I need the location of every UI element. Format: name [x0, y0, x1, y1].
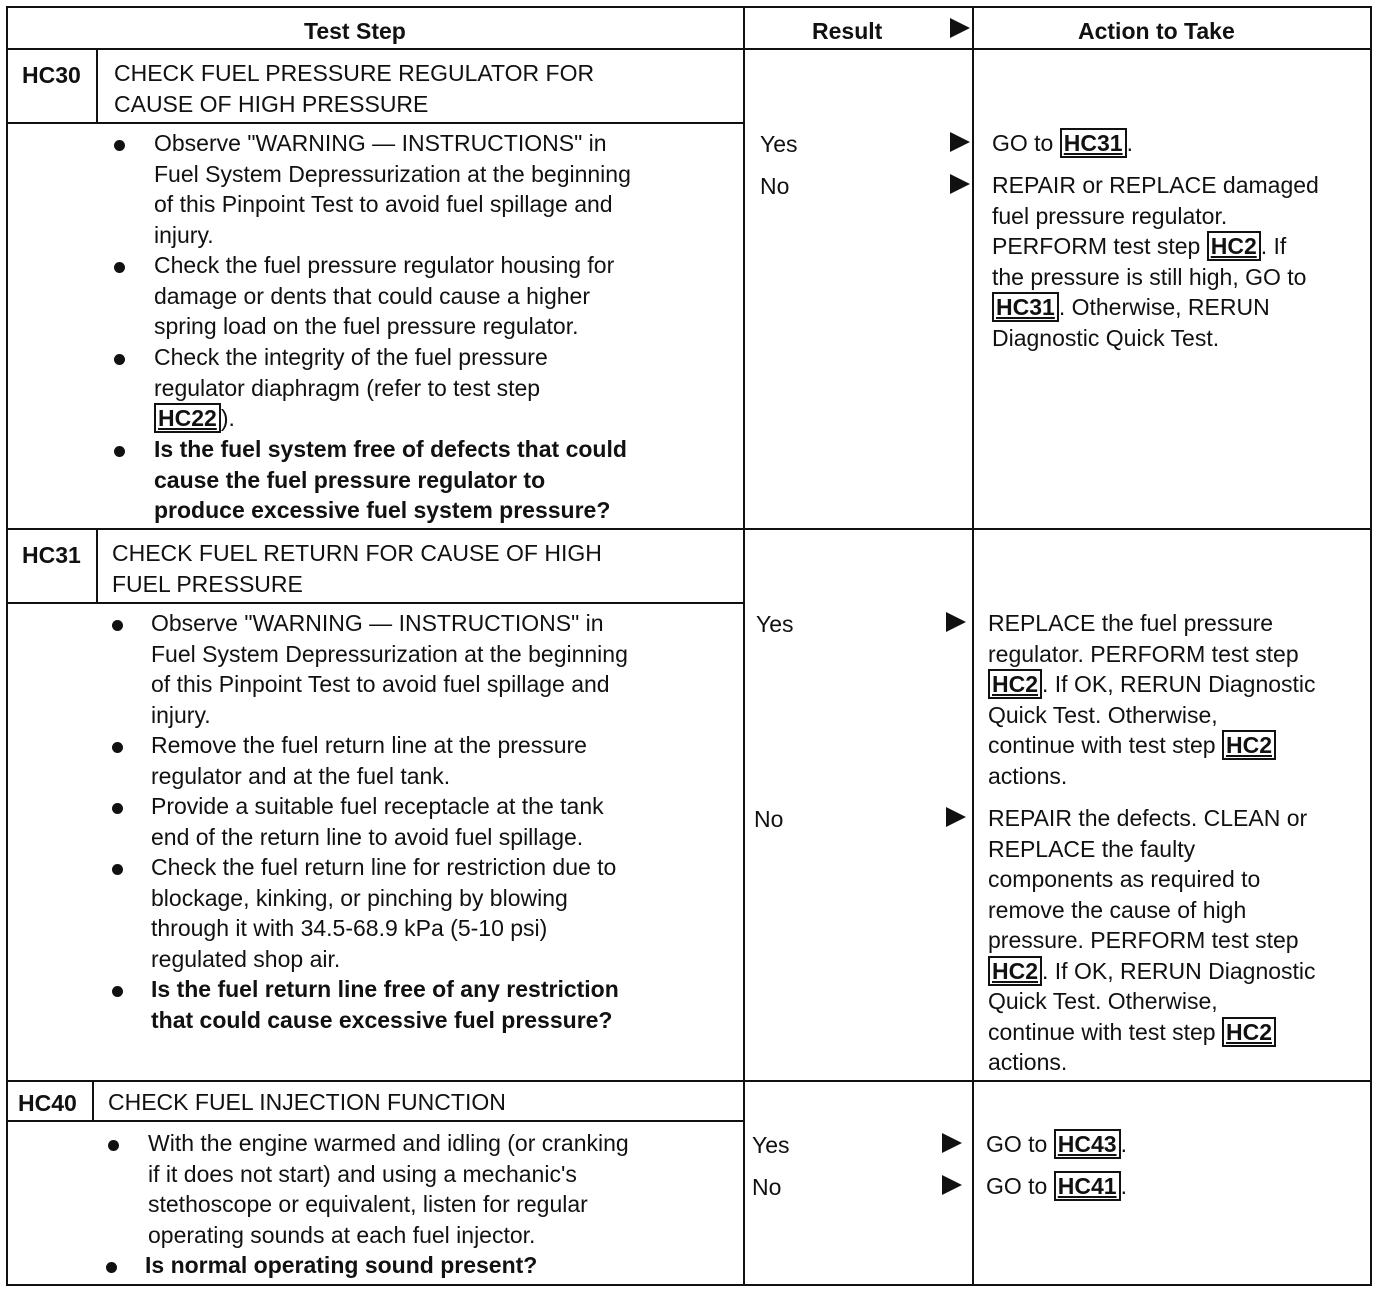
hc30-bullet-3: Check the integrity of the fuel pressure regulator diaphragm (refer to test step HC22 ). — [154, 344, 548, 431]
arrow-icon — [942, 1175, 962, 1195]
hc31-bullet-1: Observe "WARNING — INSTRUCTIONS" in Fuel System Depressurization at the beginning of this Pinpoint Test to avoid fuel spillage and injury. — [151, 610, 628, 728]
hc30-bullet-2: Check the fuel pressure regulator housing for damage or dents that could cause a higher spring load on the fuel pressure regulator. — [154, 252, 615, 339]
hc31-question: Is the fuel return line free of any restriction that could cause excessive fuel pressure? — [151, 976, 619, 1033]
ref-hc2[interactable]: HC2 — [988, 956, 1042, 986]
ref-hc43[interactable]: HC43 — [1054, 1129, 1121, 1159]
ref-hc41[interactable]: HC41 — [1054, 1171, 1121, 1201]
header-result: Result — [812, 18, 883, 44]
hc31-no-action: REPAIR the defects. CLEAN or REPLACE the faulty components as required to remove the cause of high pressure. PERFORM test step HC2 . If OK, RERUN Diagnostic Quick Test. Otherwise, continue with test step HC2 actions. — [988, 805, 1316, 1075]
step-title-hc30: CHECK FUEL PRESSURE REGULATOR FOR CAUSE OF HIGH PRESSURE — [114, 60, 595, 117]
step-code-hc31: HC31 — [22, 542, 81, 568]
result-arrow-icon — [950, 18, 970, 38]
hc31-yes-action: REPLACE the fuel pressure regulator. PERFORM test step HC2 . If OK, RERUN Diagnostic Quick Test. Otherwise, continue with test step HC2 actions. — [988, 610, 1316, 789]
hc30-title-underline — [8, 122, 743, 124]
ref-hc2[interactable]: HC2 — [1207, 231, 1261, 261]
step-title-hc40: CHECK FUEL INJECTION FUNCTION — [108, 1089, 506, 1115]
ref-hc31[interactable]: HC31 — [992, 292, 1059, 322]
hc30-no-action: REPAIR or REPLACE damaged fuel pressure regulator. PERFORM test step HC2 . If the pressure is still high, GO to HC31 . Otherwise, RERUN Diagnostic Quick Test. — [992, 172, 1319, 351]
hc30-result-yes: Yes — [760, 131, 798, 157]
bullet-icon — [112, 803, 123, 814]
bullet-icon — [112, 986, 123, 997]
diagnostic-table — [6, 6, 1372, 1286]
hc40-bullet-1: With the engine warmed and idling (or cranking if it does not start) and using a mechanic's stethoscope or equivalent, listen for regular operating sounds at each fuel injector. — [148, 1130, 629, 1248]
hc31-result-no: No — [754, 806, 784, 832]
bullet-icon — [106, 1262, 117, 1273]
bullet-icon — [114, 354, 125, 365]
ref-hc31[interactable]: HC31 — [1060, 128, 1127, 158]
arrow-icon — [950, 174, 970, 194]
bullet-icon — [112, 620, 123, 631]
bullet-icon — [112, 742, 123, 753]
step-code-hc40: HC40 — [18, 1090, 77, 1116]
result-column-divider — [743, 8, 745, 1284]
hc30-bullet-1: Observe "WARNING — INSTRUCTIONS" in Fuel System Depressurization at the beginning of this Pinpoint Test to avoid fuel spillage and injury. — [154, 130, 631, 248]
bullet-icon — [114, 140, 125, 151]
hc30-code-divider — [96, 48, 98, 124]
hc31-bullet-2: Remove the fuel return line at the pressure regulator and at the fuel tank. — [151, 732, 587, 789]
bullet-icon — [108, 1140, 119, 1151]
hc30-question: Is the fuel system free of defects that could cause the fuel pressure regulator to produce excessive fuel system pressure? — [154, 436, 627, 523]
bullet-icon — [112, 864, 123, 875]
hc40-no-action: GO to HC41 . — [986, 1173, 1127, 1199]
hc31-title-underline — [8, 602, 743, 604]
hc31-result-yes: Yes — [756, 611, 794, 637]
ref-hc2[interactable]: HC2 — [1222, 1017, 1276, 1047]
header-test-step: Test Step — [304, 18, 406, 44]
row-divider-hc31 — [8, 528, 1370, 530]
bullet-icon — [114, 446, 125, 457]
hc30-result-no: No — [760, 173, 790, 199]
arrow-icon — [942, 1133, 962, 1153]
bullet-icon — [114, 262, 125, 273]
hc40-title-underline — [8, 1120, 743, 1122]
hc31-bullet-3: Provide a suitable fuel receptacle at the tank end of the return line to avoid fuel spillage. — [151, 793, 604, 850]
hc31-code-divider — [96, 528, 98, 604]
hc40-code-divider — [92, 1080, 94, 1122]
hc40-result-yes: Yes — [752, 1132, 790, 1158]
row-divider-hc40 — [8, 1080, 1370, 1082]
arrow-icon — [950, 132, 970, 152]
hc40-question: Is normal operating sound present? — [145, 1252, 538, 1278]
arrow-icon — [946, 612, 966, 632]
hc31-bullet-4: Check the fuel return line for restriction due to blockage, kinking, or pinching by blowing through it with 34.5-68.9 kPa (5-10 psi) regulated shop air. — [151, 854, 617, 972]
header-action: Action to Take — [1078, 18, 1235, 44]
header-divider — [8, 48, 1370, 50]
ref-hc2[interactable]: HC2 — [988, 669, 1042, 699]
step-code-hc30: HC30 — [22, 62, 81, 88]
hc30-yes-action: GO to HC31 . — [992, 130, 1133, 156]
action-column-divider — [972, 8, 974, 1284]
ref-hc22[interactable]: HC22 — [154, 403, 221, 433]
arrow-icon — [946, 807, 966, 827]
hc40-result-no: No — [752, 1174, 782, 1200]
ref-hc2[interactable]: HC2 — [1222, 730, 1276, 760]
step-title-hc31: CHECK FUEL RETURN FOR CAUSE OF HIGH FUEL PRESSURE — [112, 540, 602, 597]
hc40-yes-action: GO to HC43 . — [986, 1131, 1127, 1157]
